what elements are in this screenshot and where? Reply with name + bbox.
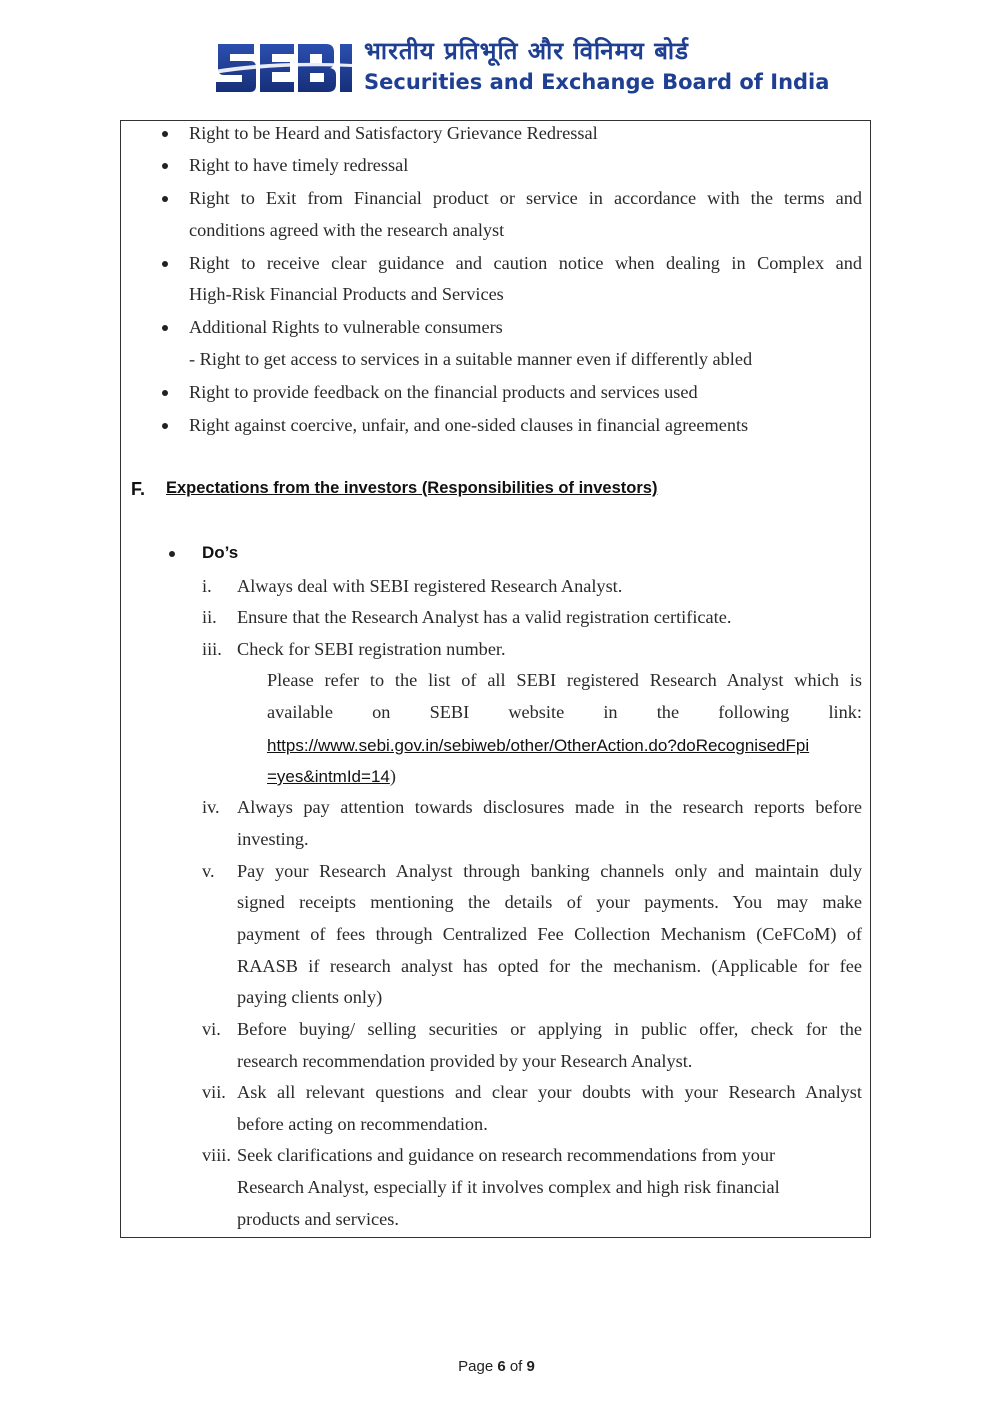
dos-item-continued: research recommendation provided by your Research Analyst. [237,1051,693,1071]
dos-item: Always pay attention towards disclosures made in the research reports before [237,797,862,817]
dos-item-continued: signed receipts mentioning the details of your payments. You may make [237,892,862,912]
page-middle: of [505,1358,527,1375]
rights-item: Additional Rights to vulnerable consumers [189,317,503,337]
page-footer [0,1358,993,1375]
item-number: iii. [202,639,222,659]
current-page-number: 6 [497,1358,506,1375]
rights-item: Right against coercive, unfair, and one-sided clauses in financial agreements [189,415,749,435]
sebi-link-text[interactable]: =yes&intmId=14 [267,767,390,786]
bullet-icon [162,423,168,429]
rights-item-continued: conditions agreed with the research analyst [189,220,505,240]
dos-item: Ask all relevant questions and clear your doubts with your Research Analyst [237,1082,862,1102]
rights-item-continued: High-Risk Financial Products and Services [189,284,504,304]
sebi-link-continued[interactable] [267,764,396,789]
page-prefix: Page [458,1358,498,1375]
org-name-hindi: भारतीय प्रतिभूति और विनिमय बोर्ड [364,37,689,65]
section-title: Expectations from the investors (Responsibilities of investors) [166,479,658,497]
item-number: i. [202,576,212,596]
bullet-icon [162,325,168,331]
dos-item: Seek clarifications and guidance on research recommendations from your [237,1145,776,1165]
item-number: ii. [202,607,217,627]
item-number: vii. [202,1082,226,1102]
rights-item-continued: - Right to get access to services in a suitable manner even if differently abled [189,349,753,369]
item-number: vi. [202,1019,221,1039]
dos-item: Ensure that the Research Analyst has a valid registration certificate. [237,607,732,627]
total-page-number: 9 [526,1358,535,1375]
dos-item-continued: before acting on recommendation. [237,1114,488,1134]
dos-item: Check for SEBI registration number. [237,639,506,659]
refer-text: Please refer to the list of all SEBI registered Research Analyst which is [267,670,862,690]
page-header [214,30,830,104]
sebi-logo-icon [214,34,354,98]
item-number: v. [202,861,215,881]
dos-item-continued: paying clients only) [237,987,383,1007]
bullet-icon [162,261,168,267]
dos-item-continued: investing. [237,829,309,849]
bullet-icon [162,390,168,396]
item-number: viii. [202,1145,231,1165]
dos-item: Always deal with SEBI registered Research Analyst. [237,576,623,596]
content-box [120,120,871,1238]
dos-item: Before buying/ selling securities or applying in public offer, check for the [237,1019,862,1039]
rights-item: Right to be Heard and Satisfactory Grievance Redressal [189,123,598,143]
dos-item-continued: products and services. [237,1209,399,1229]
item-number: iv. [202,797,220,817]
dos-item: Pay your Research Analyst through banking channels only and maintain duly [237,861,862,881]
rights-item: Right to provide feedback on the financial products and services used [189,382,698,402]
bullet-icon [162,131,168,137]
section-letter: F. [131,479,146,499]
bullet-icon [169,551,175,557]
refer-text: available on SEBI website in the following link: [267,702,862,722]
sebi-link-text[interactable]: https://www.sebi.gov.in/sebiweb/other/OtherAction.do?doRecognisedFpi [267,736,810,755]
dos-item-continued: RAASB if research analyst has opted for the mechanism. (Applicable for fee [237,956,862,976]
bullet-icon [162,196,168,202]
dos-item-continued: payment of fees through Centralized Fee Collection Mechanism (CeFCoM) of [237,924,862,944]
rights-item: Right to have timely redressal [189,155,409,175]
dos-heading: Do’s [202,543,239,562]
bullet-icon [162,163,168,169]
dos-item-continued: Research Analyst, especially if it involves complex and high risk financial [237,1177,780,1197]
rights-item: Right to Exit from Financial product or service in accordance with the terms and [189,188,862,208]
org-name-english: Securities and Exchange Board of India [364,70,830,94]
sebi-link[interactable] [267,733,809,758]
link-close-paren: ) [389,766,396,786]
rights-item: Right to receive clear guidance and caution notice when dealing in Complex and [189,253,862,273]
